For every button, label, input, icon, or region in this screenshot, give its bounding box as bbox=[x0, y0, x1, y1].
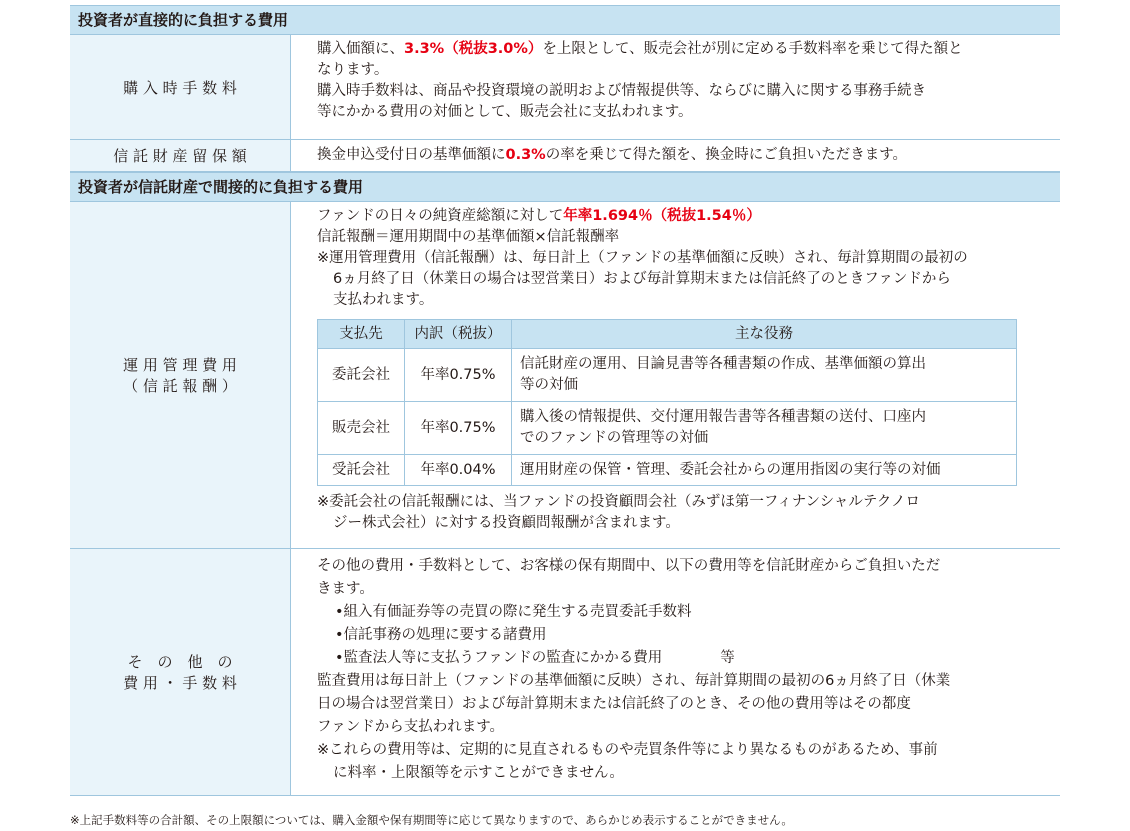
row-content: 換金申込受付日の基準価額に0.3%の率を乗じて得た額を、換金時にご負担いただきます。 bbox=[317, 147, 908, 163]
section-heading-direct: 投資者が直接的に負担する費用 bbox=[70, 5, 1060, 35]
row-label: そ の 他 の 費 用 ・ 手 数 料 bbox=[70, 549, 291, 795]
row-label: 信 託 財 産 留 保 額 bbox=[70, 140, 291, 171]
table-row: 受託会社 年率0.04% 運用財産の保管・管理、委託会社からの運用指図の実行等の対価 bbox=[318, 455, 1017, 486]
table-header-row: 支払先 内訳（税抜） 主な役務 bbox=[318, 320, 1017, 349]
fee-table bbox=[70, 5, 1060, 796]
table-row: 販売会社 年率0.75% 購入後の情報提供、交付運用報告書等各種書類の送付、口座内 でのファンドの管理等の対価 bbox=[318, 402, 1017, 455]
row-content: 購入価額に、3.3%（税抜3.0%）を上限として、販売会社が別に定める手数料率を乗じて得た額と なります。 購入時手数料は、商品や投資環境の説明および情報提供等、ならびに購入に関する事務手続き 等にかかる費用の対価として、販売会社に支払われます。 bbox=[317, 41, 963, 120]
row-trust-reserve bbox=[70, 140, 1060, 172]
highlight-rate: 3.3%（税抜3.0%） bbox=[404, 41, 543, 57]
fee-breakdown-table bbox=[317, 319, 1017, 486]
table-row: 委託会社 年率0.75% 信託財産の運用、目論見書等各種書類の作成、基準価額の算出 等の対価 bbox=[318, 349, 1017, 402]
footnote: ※上記手数料等の合計額、その上限額については、購入金額や保有期間等に応じて異なりますので、あらかじめ表示することができません。 bbox=[70, 813, 793, 827]
row-management-fee bbox=[70, 202, 1060, 549]
highlight-rate: 0.3% bbox=[505, 147, 546, 163]
section-heading-indirect: 投資者が信託財産で間接的に負担する費用 bbox=[70, 172, 1060, 202]
highlight-rate: 年率1.694％（税抜1.54％） bbox=[563, 208, 761, 224]
row-label: 運 用 管 理 費 用 （ 信 託 報 酬 ） bbox=[70, 202, 291, 548]
row-content: ファンドの日々の純資産総額に対して年率1.694％（税抜1.54％） 信託報酬＝運用期間中の基準価額×信託報酬率 ※運用管理費用（信託報酬）は、毎日計上（ファンドの基準価額に反映）され、毎計算期間の最初の 6ヵ月終了日（休業日の場合は翌営業日）および毎計算期末または信託終了のときファンドから 支払われます。 支払先 内訳（税抜） 主な役務 委託会社 年率0.75% 信託財産の運用、目論見書等各種書類の作成、基準価額の算出 等の対価 販売会社 年率0.75% 購入後の情報提供、交付運用報告書等各種書類の送付、口座内 でのファンドの管理等の対価 受託会社 年率0.04% 運用財産の保管・管理、委託会社からの運用指図の実行等の対価 ※委託会社の信託報酬には、当ファンドの投資顧問会社（みずほ第一フィナンシャルテクノロ ジー株式会社）に対する投資顧問報酬が含まれます。 bbox=[291, 202, 1060, 548]
row-label: 購 入 時 手 数 料 bbox=[70, 35, 291, 139]
row-other-fees bbox=[70, 549, 1060, 796]
row-purchase-fee bbox=[70, 35, 1060, 140]
list-item: •組入有価証券等の売買の際に発生する売買委託手数料 bbox=[335, 604, 692, 620]
list-item: •監査法人等に支払うファンドの監査にかかる費用 等 bbox=[335, 650, 735, 666]
list-item: •信託事務の処理に要する諸費用 bbox=[335, 627, 547, 643]
row-content: その他の費用・手数料として、お客様の保有期間中、以下の費用等を信託財産からご負担いただ きます。 •組入有価証券等の売買の際に発生する売買委託手数料 •信託事務の処理に要する諸費用 •監査法人等に支払うファンドの監査にかかる費用 等 監査費用は毎日計上（ファンドの基準価額に反映）され、毎計算期間の最初の6ヵ月終了日（休業 日の場合は翌営業日）および毎計算期末または信託終了のとき、その他の費用等はその都度 ファンドから支払われます。 ※これらの費用等は、定期的に見直されるものや売買条件等により異なるものがあるため、事前 に料率・上限額等を示すことができません。 bbox=[291, 549, 1060, 795]
